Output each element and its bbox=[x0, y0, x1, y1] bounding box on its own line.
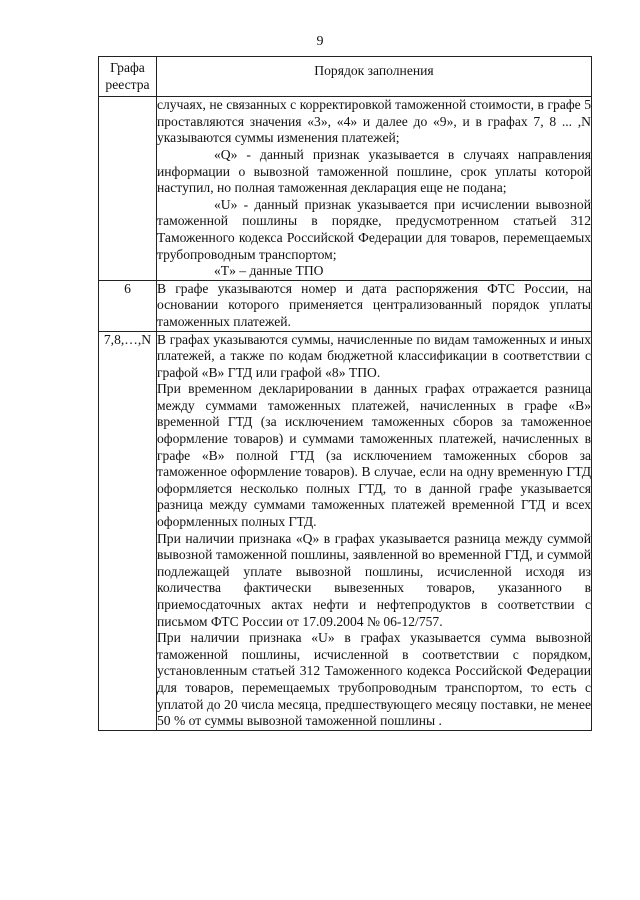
header-column-procedure: Порядок заполнения bbox=[156, 57, 591, 97]
row-column-number bbox=[99, 97, 157, 281]
paragraph: При наличии признака «Q» в графах указывается разница между суммой вывозной таможенной пошлины, заявленной во временной ГТД, и суммой подлежащей уплате вывозной пошлины, исчисленной исходя из количества фактически вывезенных товаров, указанного в приемосдаточных актах нефти и нефтепродуктов в соответствии с письмом ФТС России от 17.09.2004 № 06-12/757. bbox=[156, 530, 591, 629]
paragraph: случаях, не связанных с корректировкой таможенной стоимости, в графе 5 проставляются значения «3», «4» и далее до «9», и в графах 7, 8 ... ,N указываются суммы изменения платежей; bbox=[156, 97, 591, 146]
table-header-row bbox=[99, 57, 592, 97]
paragraph: При наличии признака «U» в графах указывается сумма вывозной таможенной пошлины, исчисленной в соответствии с порядком, установленным статьей 312 Таможенного кодекса Российской Федерации для товаров, перемещаемых трубопроводным транспортом, то есть с уплатой до 20 числа месяца, предшествующего месяцу поставки, не менее 50 % от суммы вывозной таможенной пошлины . bbox=[156, 630, 591, 729]
table-row bbox=[99, 97, 592, 281]
paragraph: «U» - данный признак указывается при исчислении вывозной таможенной пошлины в порядке, предусмотренном статьей 312 Таможенного кодекса Российской Федерации для товаров, перемещаемых трубопроводным транспортом; bbox=[156, 196, 591, 262]
header-column-registry-line2: реестра bbox=[105, 76, 150, 92]
page-number: 9 bbox=[316, 34, 324, 49]
table-row bbox=[99, 331, 592, 730]
paragraph: «T» – данные ТПО bbox=[213, 263, 324, 279]
row-description bbox=[156, 97, 591, 281]
paragraph: При временном декларировании в данных графах отражается разница между суммами таможенных платежей, начисленных в графе «В» временной ГТД (за исключением таможенных сборов за таможенное оформление товаров) и суммами таможенных платежей, начисленных в графе «В» полной ГТД (за исключением таможенных сборов за таможенное оформление товаров). В случае, если на одну временную ГТД оформляется несколько полных ГТД, то в данной графе указывается разница между суммами таможенных платежей временной ГТД и всех оформленных полных ГТД. bbox=[156, 381, 591, 530]
row-description bbox=[156, 331, 591, 730]
table-row bbox=[99, 280, 592, 331]
paragraph: В графе указываются номер и дата распоряжения ФТС России, на основании которого применяется централизованный порядок уплаты таможенных платежей. bbox=[156, 280, 591, 329]
paragraph: «Q» - данный признак указывается в случаях направления информации о вывозной таможенной пошлине, срок уплаты которой наступил, но полная таможенная декларация еще не подана; bbox=[156, 146, 591, 196]
header-column-registry-line1: Графа bbox=[110, 60, 145, 75]
header-column-registry bbox=[99, 57, 157, 97]
registry-table bbox=[98, 56, 592, 731]
row-description bbox=[156, 280, 591, 331]
paragraph: В графах указываются суммы, начисленные по видам таможенных и иных платежей, а также по кодам бюджетной классификации в соответствии с графой «В» ГТД или графой «8» ТПО. bbox=[156, 331, 591, 380]
row-column-number: 6 bbox=[99, 280, 157, 331]
row-column-number: 7,8,…,N bbox=[99, 331, 157, 730]
